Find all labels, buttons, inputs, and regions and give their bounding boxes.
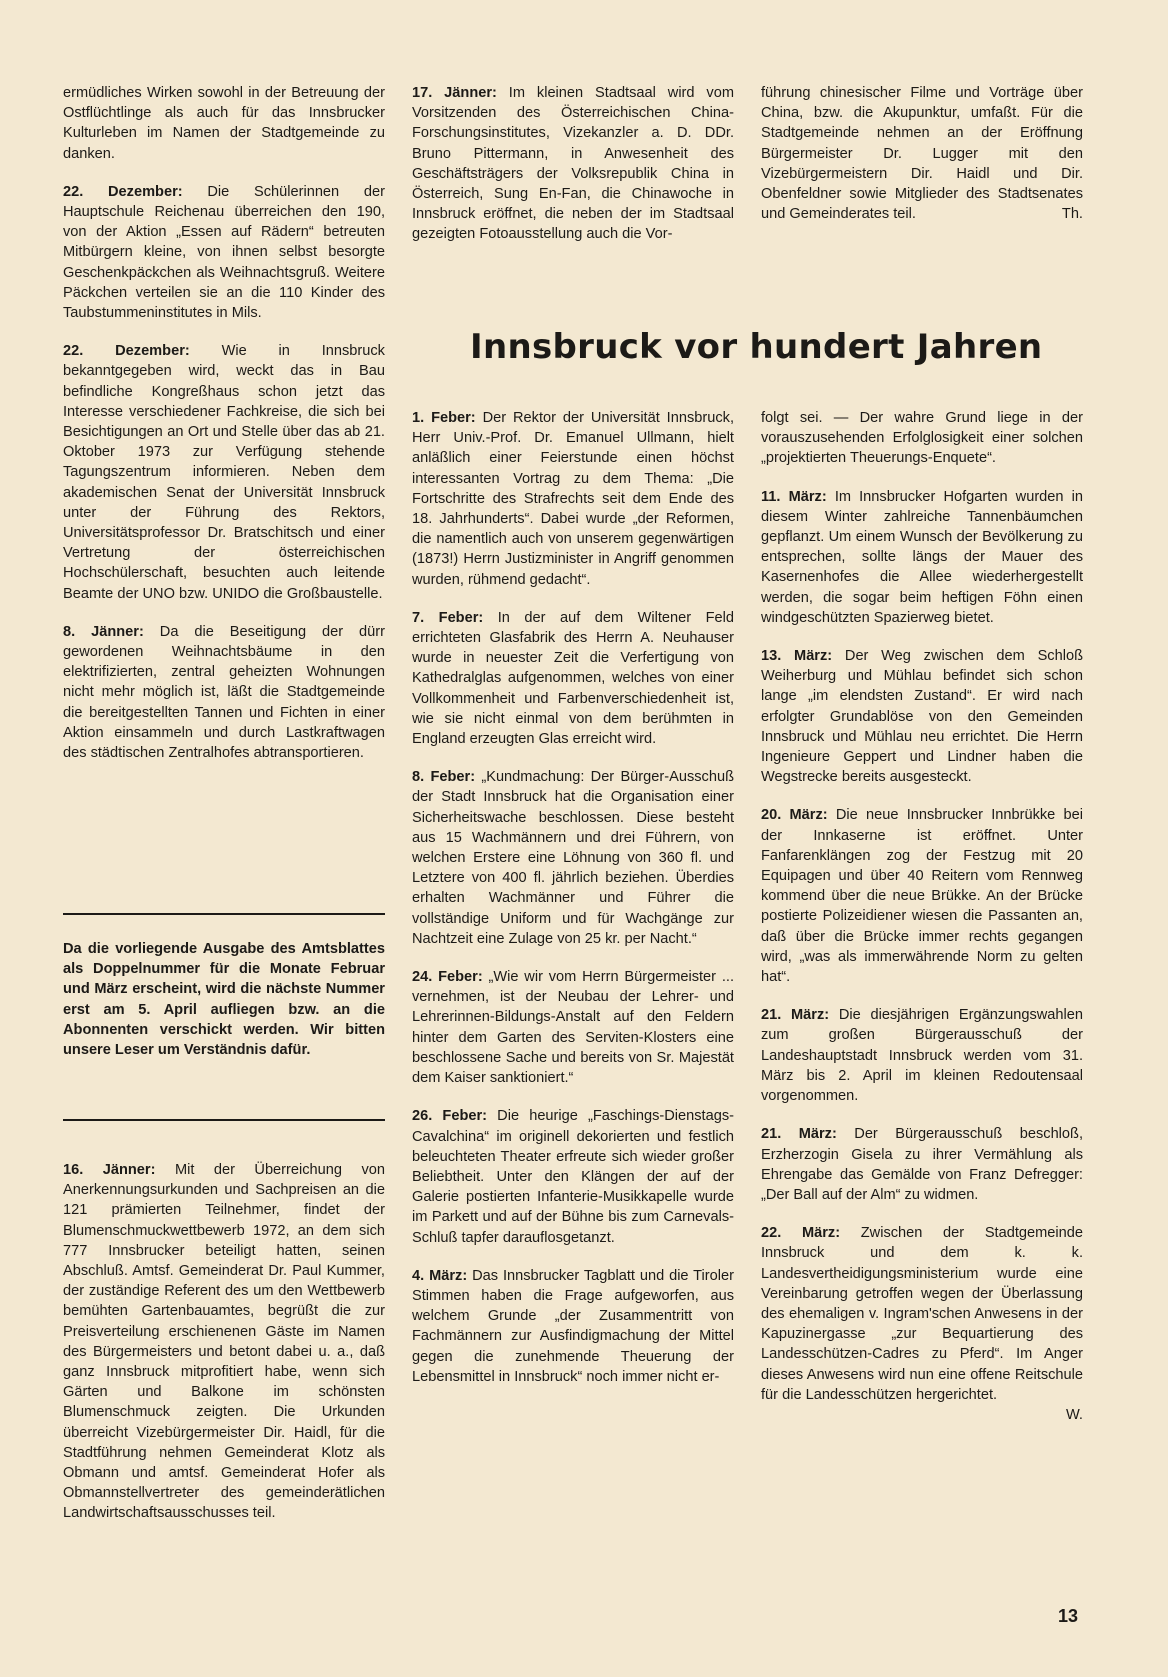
signature-th: Th.	[1061, 206, 1083, 223]
entry: 8. Feber: „Kundmachung: Der Bürger-Ausschuß der Stadt Innsbruck hat die Organisation einer Sicherheitswache beschlossen. Diese besteht aus 15 Wachmännern und drei Führern, von welchen Erstere eine Löhnung von 360 fl. und Letztere von 400 fl. jährlich beziehen. Überdies erhalten Wachmänner und Führer die vollständige Uniform und für Wachgänge zur Nachtzeit eine Zulage von 25 kr. per Nacht.“	[412, 769, 734, 947]
section-title: Innsbruck vor hundert Jahren	[470, 327, 1043, 367]
entry: 22. Dezember: Wie in Innsbruck bekanntgegeben wird, weckt das in Bau befindliche Kongreßhaus schon jetzt das Interesse verschiedener Fachkreise, die sich bei Besichtigungen an Ort und Stelle über das ab 21. Oktober 1973 zur Verfügung stehende Tagungszentrum informieren. Neben dem akademischen Senat der Universität Innsbruck unter der Führung des Rektors, Universitätsprofessor Dr. Bratschitsch und einer Vertretung der österreichischen Hochschülerschaft, besuchten auch leitende Beamte der UNO bzw. UNIDO die Großbaustelle.	[63, 343, 385, 602]
right-top-column	[761, 83, 1083, 225]
right-continuation: folgt sei. — Der wahre Grund liege in der vorauszusehenden Erfolglosigkeit einer solchen „projektierten Theuerungs-Enquete“.	[761, 410, 1083, 467]
middle-top-column	[412, 83, 734, 263]
left-column-lower	[63, 1160, 385, 1542]
divider-bottom	[63, 1119, 385, 1121]
entry: 22. März: Zwischen der Stadtgemeinde Innsbruck und dem k. k. Landesvertheidigungsministerium wurde eine Vereinbarung getroffen wegen der Überlassung des ehemaligen v. Ingram'schen Anwesens in der Kapuzinergasse „zur Bequartierung des Landesschützen-Cadres zu Pferd“. Im Anger dieses Anwesens wird nun eine offene Reitschule für die Landesschützen hergerichtet.	[761, 1225, 1083, 1403]
notice-box: Da die vorliegende Ausgabe des Amtsblattes als Doppelnummer für die Monate Februar und März erscheint, wird die nächste Nummer erst am 5. April aufliegen bzw. an die Abonnenten verschickt werden. Wir bitten unsere Leser um Verständnis dafür.	[63, 941, 385, 1059]
entry: 4. März: Das Innsbrucker Tagblatt und die Tiroler Stimmen haben die Frage aufgeworfen, aus welchem Grunde „der Zusammentritt von Fachmännern zur Ausfindigmachung der Mittel gegen die zunehmende Theuerung der Lebensmittel in Innsbruck“ noch immer nicht er-	[412, 1267, 734, 1385]
entry: 22. Dezember: Die Schülerinnen der Hauptschule Reichenau überreichen den 190, von der Aktion „Essen auf Rädern“ betreuten Mitbürgern kleine, von ihnen selbst besorgte Geschenkpäckchen als Weihnachtsgruß. Weitere Päckchen verteilen sie an die 110 Kinder des Taubstummeninstitutes in Mils.	[63, 183, 385, 322]
page-number: 13	[1058, 1606, 1079, 1626]
middle-column	[412, 408, 734, 1405]
entry: 8. Jänner: Da die Beseitigung der dürr gewordenen Weihnachtsbäume in den elektrifizierten, zentral geheizten Wohnungen nicht mehr möglich ist, läßt die Stadtgemeinde die bereitgestellten Tannen und Fichten in einer Aktion einsammeln und durch Lastkraftwagen des städtischen Zentralhofes abtransportieren.	[63, 623, 385, 762]
signature-w: W.	[1065, 1406, 1083, 1423]
left-column	[63, 83, 385, 781]
right-column	[761, 408, 1083, 1425]
entry: führung chinesischer Filme und Vorträge über China, bzw. die Akupunktur, umfaßt. Für die Stadtgemeinde nehmen an der Eröffnung Bürgermeister Dr. Lugger mit den Vizebürgermeistern Dir. Haidl und Dir. Obenfeldner sowie Mitglieder des Stadtsenates und Gemeinderates teil.	[761, 85, 1083, 223]
divider-top	[63, 913, 385, 915]
entry: 7. Feber: In der auf dem Wiltener Feld errichteten Glasfabrik des Herrn A. Neuhauser wurde in neuester Zeit die Verfertigung von Kathedralglas aufgenommen, welches von einer Vollkommenheit und Farbenverschiedenheit ist, wie sie nicht einmal von dem berühmten in England erzeugten Glas erreicht wird.	[412, 609, 735, 748]
entry: 1. Feber: Der Rektor der Universität Innsbruck, Herr Univ.-Prof. Dr. Emanuel Ullmann, hielt anläßlich einer Feierstunde einen höchst interessanten Vortrag zu dem Thema: „Die Fortschritte des Strafrechts seit dem Ende des 18. Jahrhunderts“. Dabei wurde „der Reformen, die namentlich auch von unserem gegenwärtigen (1873!) Herrn Justizminister in Angriff genommen wurden, rühmend gedacht“.	[412, 410, 735, 588]
entry: 16. Jänner: Mit der Überreichung von Anerkennungsurkunden und Sachpreisen an die 121 prämierten Teilnehmer, findet der Blumenschmuckwettbewerb 1972, an dem sich 777 Innsbrucker beteiligt hatten, seinen Abschluß. Amtsf. Gemeinderat Dr. Paul Kummer, der zuständige Referent des um den Wettbewerb bemühten Gartenbauamtes, begrüßt die zur Preisverteilung erschienenen Gäste im Namen des Bürgermeisters und betont dabei u. a., daß ganz Innsbruck mitprofitiert habe, wenn sich Gärten und Balkone im schönsten Blumenschmuck zeigten. Die Urkunden überreicht Vizebürgermeister Dir. Haidl, für die Stadtführung nehmen Gemeinderat Klotz als Obmann und amtsf. Gemeinderat Hofer als Obmannstellvertreter des gemeinderätlichen Landwirtschaftsausschusses teil.	[63, 1162, 385, 1522]
entry: 11. März: Im Innsbrucker Hofgarten wurden in diesem Winter zahlreiche Tannenbäumchen gepflanzt. Um einem Wunsch der Bevölkerung zu entsprechen, sollte längs der Mauer des Kasernenhofes die Allee wiederhergestellt werden, die sogar beim heftigen Föhn einen windgeschützten Spazierweg bietet.	[761, 488, 1083, 626]
entry: 21. März: Die diesjährigen Ergänzungswahlen zum großen Bürgerausschuß der Landeshauptstadt Innsbruck werden vom 31. März bis 2. April im kleinen Redoutensaal vorgenommen.	[761, 1007, 1084, 1105]
entry: 17. Jänner: Im kleinen Stadtsaal wird vom Vorsitzenden des Österreichischen China-Forschungsinstitutes, Vizekanzler a. D. DDr. Bruno Pittermann, in Anwesenheit des Geschäftsträgers der Volksrepublik China in Österreich, Sung En-Fan, die Chinawoche in Innsbruck eröffnet, die neben der im Stadtsaal gezeigten Fotoausstellung auch die Vor-	[412, 85, 734, 243]
left-intro: ermüdliches Wirken sowohl in der Betreuung der Ostflüchtlinge als auch für das Innsbrucker Kulturleben im Namen der Stadtgemeinde zu danken.	[63, 85, 385, 162]
entry: 21. März: Der Bürgerausschuß beschloß, Erzherzogin Gisela zu ihrer Vermählung als Ehrengabe das Gemälde von Franz Defregger: „Der Ball auf der Alm“ zu widmen.	[761, 1126, 1084, 1203]
entry: 26. Feber: Die heurige „Faschings-Dienstags-Cavalchina“ im originell dekorierten und festlich beleuchteten Theater erfreute sich wieder großer Beliebtheit. Unter den Klängen der auf der Galerie postierten Infanterie-Musikkapelle wurde im Parkett und auf der Bühne bis zum Carnevals-Schluß tapfer darauflosgetanzt.	[412, 1108, 734, 1246]
entry: 20. März: Die neue Innsbrucker Innbrükke bei der Innkaserne ist eröffnet. Unter Fanfarenklängen zog der Festzug mit 20 Equipagen und über 40 Reitern vom Rennweg kommend über die neue Brükke. An der Brücke postierte Polizeidiener wiesen die Passanten an, daß über die Brücke immer rechts gegangen wird, „was als immerwährende Norm zu gelten hat“.	[761, 807, 1083, 986]
entry: 24. Feber: „Wie wir vom Herrn Bürgermeister ... vernehmen, ist der Neubau der Lehrer- und Lehrerinnen-Bildungs-Anstalt auf den Feldern hinter dem Garten des Serviten-Klosters eine beschlossene Sache und bereits von Sr. Majestät dem Kaiser sanktioniert.“	[412, 969, 734, 1087]
entry: 13. März: Der Weg zwischen dem Schloß Weiherburg und Mühlau befindet sich schon lange „im elendsten Zustand“. Er wird nach erfolgter Grundablöse von den Gemeinden Innsbruck und Mühlau neu errichtet. Die Herrn Ingenieure Geppert und Lindner haben die Wegstrecke bereits ausgesteckt.	[761, 648, 1083, 786]
